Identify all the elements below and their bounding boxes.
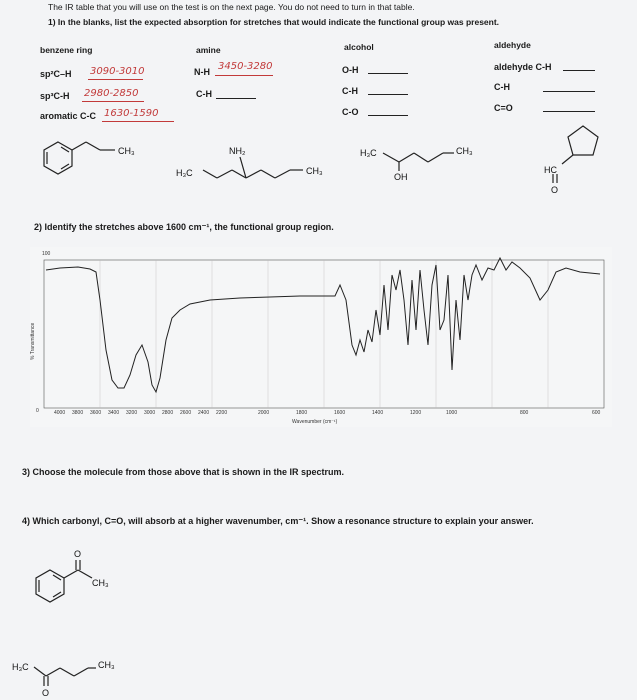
ir-xtick: 2000 bbox=[258, 410, 270, 416]
ir-xtick: 800 bbox=[520, 410, 529, 416]
benzene-row-2-answer: 2980-2850 bbox=[84, 88, 139, 99]
ir-xtick: 2200 bbox=[216, 410, 228, 416]
ir-xtick: 1400 bbox=[372, 410, 384, 416]
ir-xtick: 1200 bbox=[410, 410, 422, 416]
ir-xtick: 3600 bbox=[90, 410, 102, 416]
aldehyde-row-1-label: aldehyde C-H bbox=[494, 62, 552, 72]
benzene-row-1-answer: 3090-3010 bbox=[90, 66, 145, 77]
alcohol-h3c: H₃C bbox=[360, 148, 377, 158]
acetophenone-o: O bbox=[74, 549, 82, 559]
aldehyde-hc: HC bbox=[544, 165, 557, 175]
amine-title: amine bbox=[196, 45, 221, 55]
ir-xtick: 1800 bbox=[296, 410, 308, 416]
ir-xtick: 1000 bbox=[446, 410, 458, 416]
acetophenone-structure bbox=[36, 560, 92, 602]
ir-xtick: 2600 bbox=[180, 410, 192, 416]
pentanone-ch3: CH₃ bbox=[98, 660, 115, 670]
q2-prompt: 2) Identify the stretches above 1600 cm⁻¹, the functional group region. bbox=[34, 222, 334, 232]
pentanone-o: O bbox=[42, 688, 50, 698]
amine-row-1-label: N-H bbox=[194, 67, 210, 77]
q3-prompt: 3) Choose the molecule from those above that is shown in the IR spectrum. bbox=[22, 467, 345, 477]
amine-nh2: NH₂ bbox=[229, 146, 246, 156]
alcohol-row-1-label: O-H bbox=[342, 65, 359, 75]
ir-xlabel: Wavenumber (cm⁻¹) bbox=[292, 419, 338, 425]
pentanone-h3c: H₃C bbox=[12, 662, 29, 672]
ir-xtick: 2400 bbox=[198, 410, 210, 416]
amine-h3c: H₃C bbox=[176, 168, 193, 178]
amine-row-1-answer: 3450-3280 bbox=[218, 61, 273, 72]
alcohol-row-2-label: C-H bbox=[342, 86, 358, 96]
ir-top-tick: 100 bbox=[42, 251, 51, 257]
ir-bottom-tick: 0 bbox=[36, 408, 39, 414]
ir-xtick: 3200 bbox=[126, 410, 138, 416]
q4-prompt: 4) Which carbonyl, C=O, will absorb at a higher wavenumber, cm⁻¹. Show a resonance structure to explain your answer. bbox=[22, 516, 534, 526]
benzene-row-3-label: aromatic C-C bbox=[40, 111, 97, 121]
q1-prompt: 1) In the blanks, list the expected absorption for stretches that would indicate the functional group was present. bbox=[48, 17, 500, 27]
amine-ch3: CH₃ bbox=[306, 166, 323, 176]
amine-row-2-label: C-H bbox=[196, 89, 212, 99]
ir-xtick: 2800 bbox=[162, 410, 174, 416]
ir-xtick: 4000 bbox=[54, 410, 66, 416]
alcohol-title: alcohol bbox=[344, 42, 374, 52]
acetophenone-ch3: CH₃ bbox=[92, 578, 109, 588]
benzene-title: benzene ring bbox=[40, 45, 93, 55]
ir-xtick: 1600 bbox=[334, 410, 346, 416]
alcohol-oh: OH bbox=[394, 172, 408, 182]
ir-xtick: 3400 bbox=[108, 410, 120, 416]
alcohol-ch3: CH₃ bbox=[456, 146, 473, 156]
benzene-row-2-label: sp³C-H bbox=[40, 91, 70, 101]
ir-xtick: 3000 bbox=[144, 410, 156, 416]
aldehyde-row-2-label: C-H bbox=[494, 82, 510, 92]
aldehyde-row-3-label: C=O bbox=[494, 103, 513, 113]
header-note: The IR table that you will use on the test is on the next page. You do not need to turn in that table. bbox=[48, 2, 415, 12]
aldehyde-o: O bbox=[551, 185, 559, 195]
alcohol-row-3-label: C-O bbox=[342, 107, 359, 117]
aldehyde-title: aldehyde bbox=[494, 40, 531, 50]
pentanone-structure bbox=[34, 667, 96, 686]
benzene-row-3-answer: 1630-1590 bbox=[104, 108, 159, 119]
ir-xtick: 600 bbox=[592, 410, 601, 416]
benzene-row-1-label: sp²C–H bbox=[40, 69, 72, 79]
ir-ylabel: % Transmittance bbox=[30, 322, 36, 360]
ir-xtick: 3800 bbox=[72, 410, 84, 416]
toluene-ch3: CH₃ bbox=[118, 146, 135, 156]
